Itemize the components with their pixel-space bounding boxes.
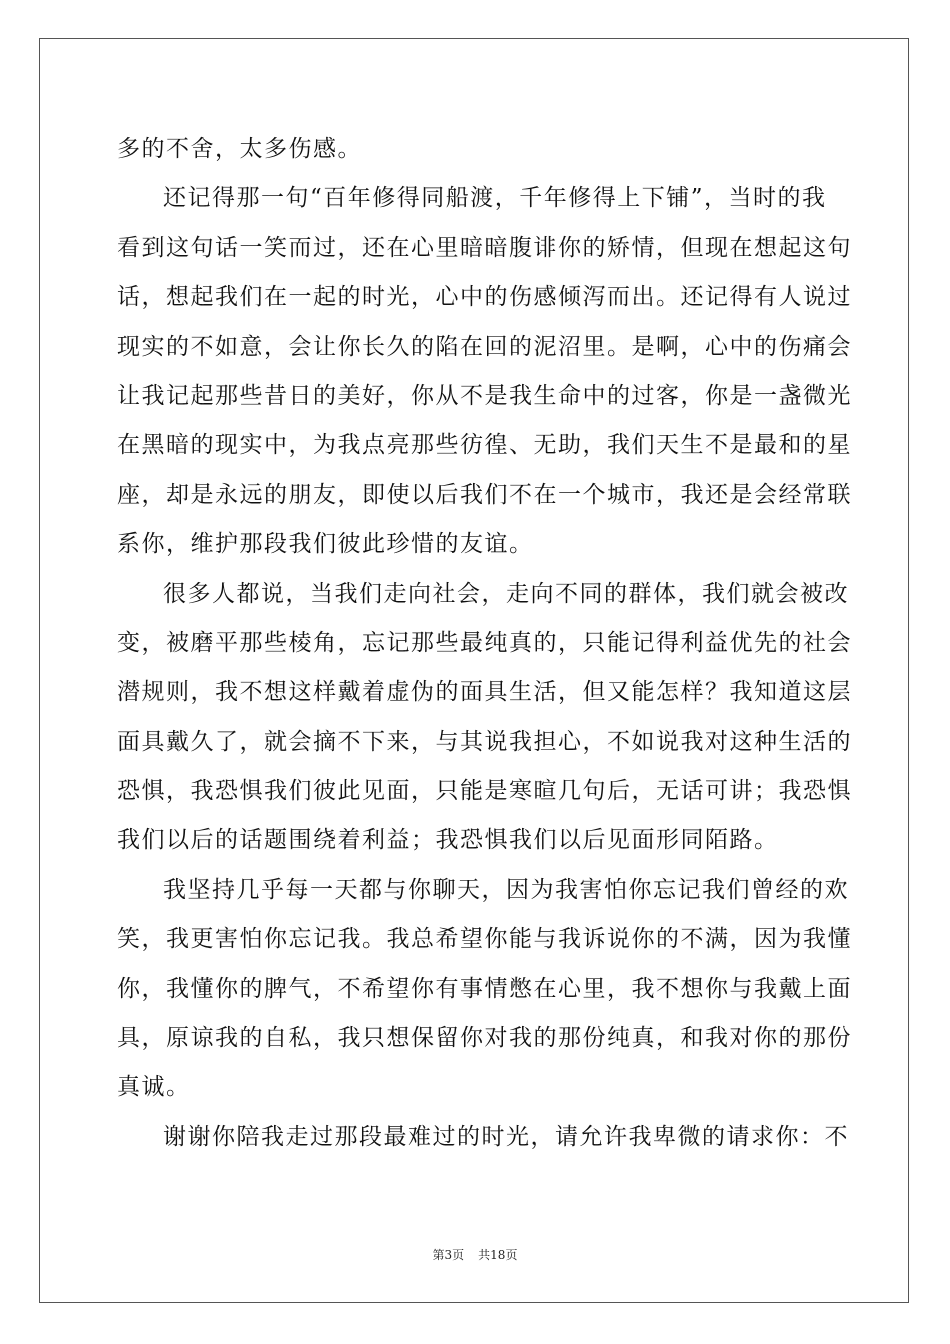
text-line: 让我记起那些昔日的美好，你从不是我生命中的过客，你是一盏微光: [117, 382, 852, 409]
document-body: [117, 125, 852, 1162]
text-line: 潜规则，我不想这样戴着虚伪的面具生活，但又能怎样？我知道这层: [117, 679, 852, 706]
text-line: 具，原谅我的自私，我只想保留你对我的那份纯真，和我对你的那份: [117, 1025, 852, 1052]
text-line: 面具戴久了，就会摘不下来，与其说我担心，不如说我对这种生活的: [117, 728, 852, 755]
text-line: 真诚。: [117, 1074, 191, 1101]
text-line: 谢谢你陪我走过那段最难过的时光，请允许我卑微的请求你：不: [163, 1123, 849, 1150]
page-total: 共18页: [478, 1248, 518, 1262]
text-line: 我们以后的话题围绕着利益；我恐惧我们以后见面形同陌路。: [117, 827, 779, 854]
text-line: 变，被磨平那些棱角，忘记那些最纯真的，只能记得利益优先的社会: [117, 629, 852, 656]
text-line: 系你，维护那段我们彼此珍惜的友谊。: [117, 531, 534, 558]
text-line: 话，想起我们在一起的时光，心中的伤感倾泻而出。还记得有人说过: [117, 284, 852, 311]
text-line: 在黑暗的现实中，为我点亮那些彷徨、无助，我们天生不是最和的星: [117, 432, 852, 459]
text-line: 你，我懂你的脾气，不希望你有事情憋在心里，我不想你与我戴上面: [117, 975, 852, 1002]
text-line: 还记得那一句“百年修得同船渡，千年修得上下铺”，当时的我: [163, 185, 827, 212]
page-number: 第3页: [432, 1248, 465, 1262]
text-line: 座，却是永远的朋友，即使以后我们不在一个城市，我还是会经常联: [117, 481, 852, 508]
text-line: 多的不舍，太多伤感。: [117, 136, 362, 162]
page-footer: [0, 1246, 950, 1263]
text-line: 看到这句话一笑而过，还在心里暗暗腹诽你的矫情，但现在想起这句: [117, 234, 852, 261]
text-line: 现实的不如意，会让你长久的陷在回的泥沼里。是啊，心中的伤痛会: [117, 333, 852, 360]
text-line: 我坚持几乎每一天都与你聊天，因为我害怕你忘记我们曾经的欢: [163, 876, 849, 903]
text-line: 恐惧，我恐惧我们彼此见面，只能是寒暄几句后，无话可讲；我恐惧: [117, 778, 852, 805]
text-line: 很多人都说，当我们走向社会，走向不同的群体，我们就会被改: [163, 580, 849, 607]
text-line: 笑，我更害怕你忘记我。我总希望你能与我诉说你的不满，因为我懂: [117, 926, 852, 953]
